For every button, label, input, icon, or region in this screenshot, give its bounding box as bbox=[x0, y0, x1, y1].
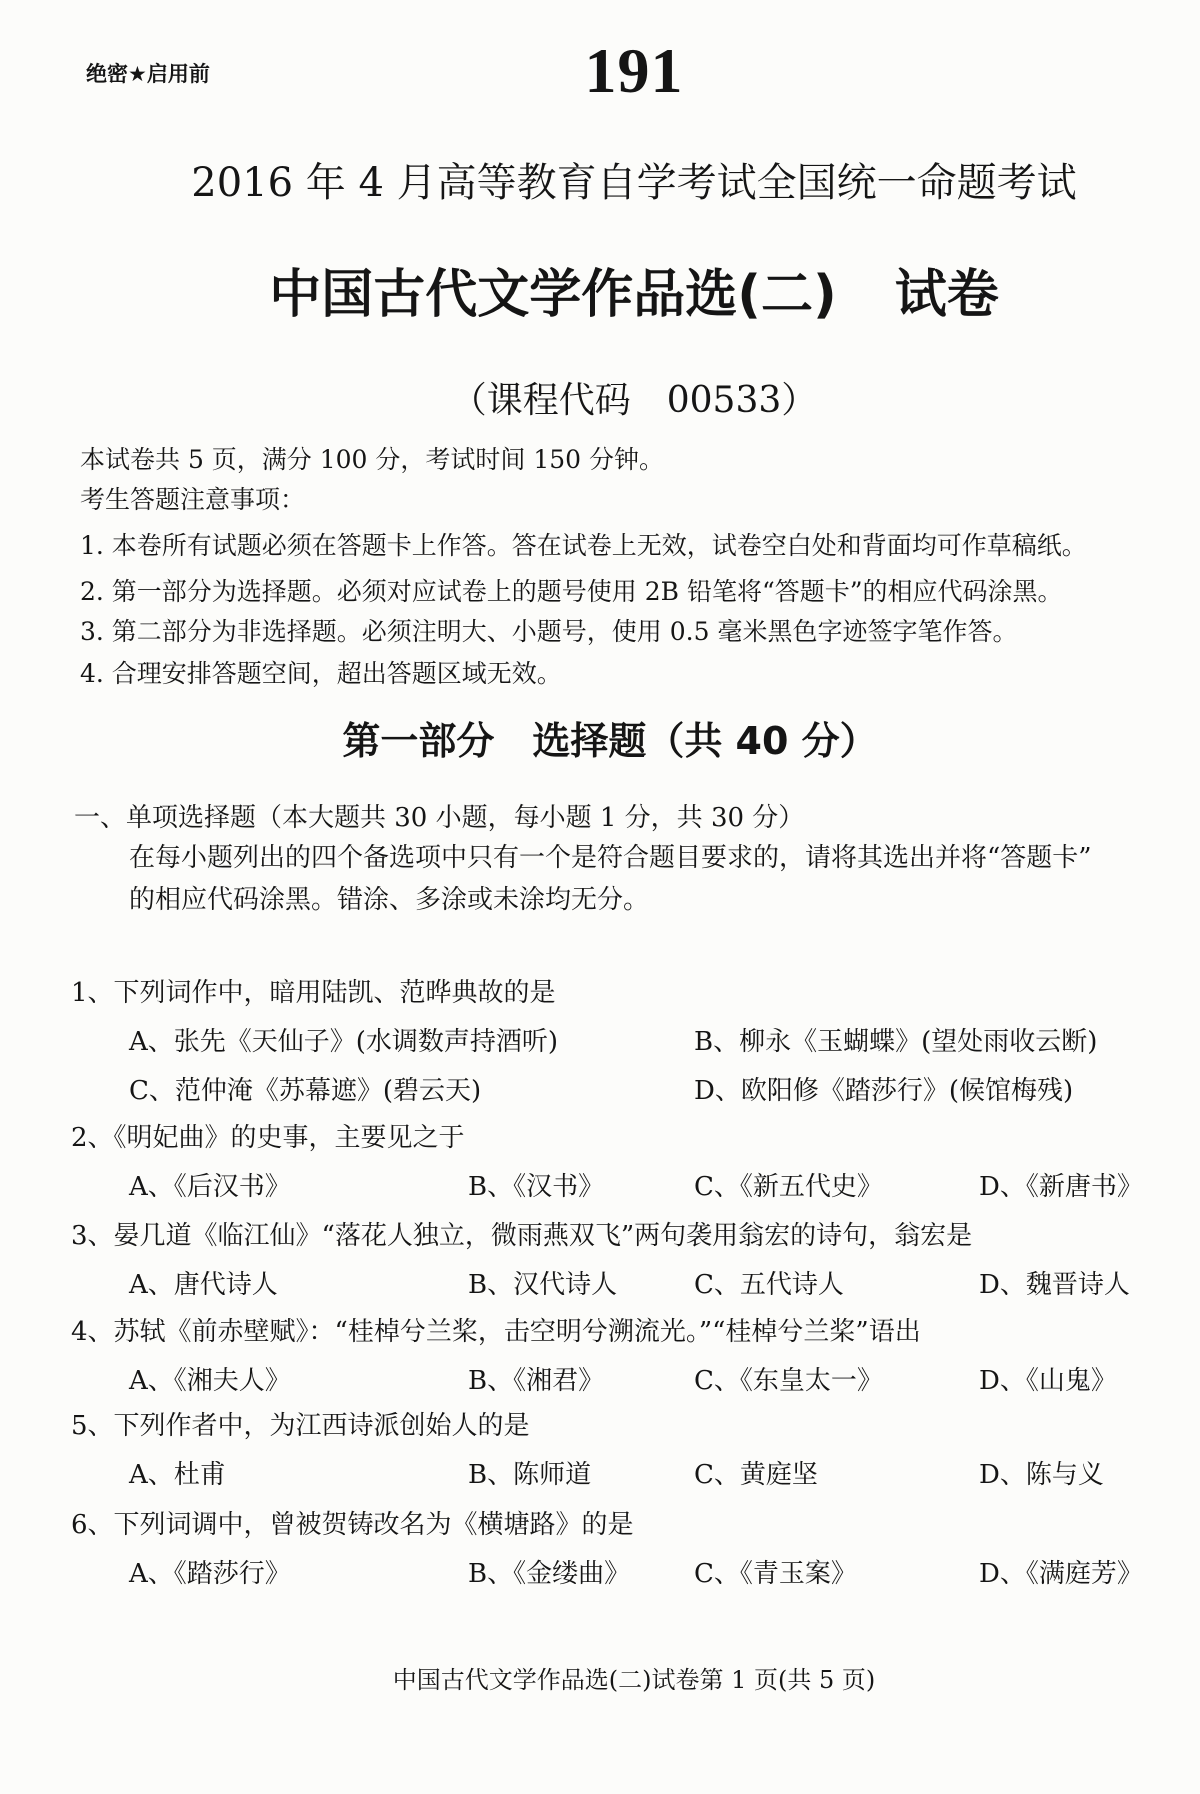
option-b: B、《汉书》 bbox=[468, 1172, 605, 1202]
question-3 bbox=[0, 1222, 1200, 1312]
question-4 bbox=[0, 1318, 1200, 1408]
section-heading: 第一部分 选择题（共 40 分） bbox=[342, 719, 878, 763]
question-6 bbox=[0, 1511, 1200, 1601]
option-a: A、张先《天仙子》(水调数声持酒听) bbox=[129, 1027, 559, 1057]
option-d: D、《山鬼》 bbox=[979, 1366, 1117, 1396]
question-stem: 4、苏轼《前赤壁赋》：“桂棹兮兰桨，击空明兮溯流光。”“桂棹兮兰桨”语出 bbox=[71, 1317, 921, 1347]
option-c: C、范仲淹《苏幕遮》(碧云天) bbox=[129, 1076, 482, 1106]
option-d: D、《满庭芳》 bbox=[979, 1559, 1143, 1589]
option-a: A、《后汉书》 bbox=[129, 1172, 291, 1202]
notice-item-1: 1. 本卷所有试题必须在答题卡上作答。答在试卷上无效，试卷空白处和背面均可作草稿纸。 bbox=[80, 531, 1087, 560]
secret-mark: 绝密★启用前 bbox=[86, 62, 210, 86]
instruction-line-1: 在每小题列出的四个备选项中只有一个是符合题目要求的，请将其选出并将“答题卡” bbox=[129, 843, 1092, 873]
question-stem: 6、下列词调中，曾被贺铸改名为《横塘路》的是 bbox=[71, 1510, 634, 1540]
option-a: A、《湘夫人》 bbox=[129, 1366, 291, 1396]
part-heading: 一、单项选择题（本大题共 30 小题，每小题 1 分，共 30 分） bbox=[74, 803, 805, 833]
question-5 bbox=[0, 1412, 1200, 1502]
option-c: C、《东皇太一》 bbox=[694, 1366, 883, 1396]
exam-title: 中国古代文学作品选(二) bbox=[269, 265, 837, 325]
option-c: C、《新五代史》 bbox=[694, 1172, 883, 1202]
option-d: D、魏晋诗人 bbox=[979, 1270, 1130, 1300]
option-b: B、《湘君》 bbox=[468, 1366, 605, 1396]
option-c: C、《青玉案》 bbox=[694, 1559, 857, 1589]
option-a: A、《踏莎行》 bbox=[129, 1559, 291, 1589]
notice-item-2: 2. 第一部分为选择题。必须对应试卷上的题号使用 2B 铅笔将“答题卡”的相应代码涂黑。 bbox=[80, 577, 1063, 606]
exam-title-suffix: 试卷 bbox=[894, 265, 999, 325]
option-c: C、五代诗人 bbox=[694, 1270, 844, 1300]
option-a: A、杜甫 bbox=[129, 1460, 226, 1490]
option-d: D、欧阳修《踏莎行》(候馆梅残) bbox=[694, 1076, 1074, 1106]
question-stem: 2、《明妃曲》的史事，主要见之于 bbox=[71, 1123, 465, 1153]
option-b: B、汉代诗人 bbox=[468, 1270, 618, 1300]
question-1 bbox=[0, 979, 1200, 1119]
notice-item-3: 3. 第二部分为非选择题。必须注明大、小题号，使用 0.5 毫米黑色字迹签字笔作答。 bbox=[80, 617, 1018, 646]
option-b: B、陈师道 bbox=[468, 1460, 592, 1490]
option-a: A、唐代诗人 bbox=[129, 1270, 278, 1300]
exam-title-line bbox=[68, 266, 1200, 326]
course-code: （课程代码 00533） bbox=[450, 380, 818, 421]
option-b: B、柳永《玉蝴蝶》(望处雨收云断) bbox=[694, 1027, 1098, 1057]
question-stem: 5、下列作者中，为江西诗派创始人的是 bbox=[71, 1411, 530, 1441]
exam-code-number: 191 bbox=[584, 35, 684, 106]
question-2 bbox=[0, 1124, 1200, 1214]
option-c: C、黄庭坚 bbox=[694, 1460, 818, 1490]
option-d: D、陈与义 bbox=[979, 1460, 1104, 1490]
instruction-line-2: 的相应代码涂黑。错涂、多涂或未涂均无分。 bbox=[129, 885, 650, 915]
page-footer: 中国古代文学作品选(二)试卷第 1 页(共 5 页) bbox=[392, 1666, 876, 1694]
exam-session-line: 2016 年 4 月高等教育自学考试全国统一命题考试 bbox=[191, 160, 1077, 206]
notice-item-4: 4. 合理安排答题空间，超出答题区域无效。 bbox=[80, 659, 562, 688]
option-b: B、《金缕曲》 bbox=[468, 1559, 631, 1589]
option-d: D、《新唐书》 bbox=[979, 1172, 1143, 1202]
question-stem: 3、晏几道《临江仙》“落花人独立，微雨燕双飞”两句袭用翁宏的诗句，翁宏是 bbox=[71, 1221, 973, 1251]
notice-heading: 考生答题注意事项： bbox=[80, 485, 306, 514]
question-stem: 1、下列词作中，暗用陆凯、范晔典故的是 bbox=[71, 978, 556, 1008]
intro-summary: 本试卷共 5 页，满分 100 分，考试时间 150 分钟。 bbox=[80, 445, 665, 474]
